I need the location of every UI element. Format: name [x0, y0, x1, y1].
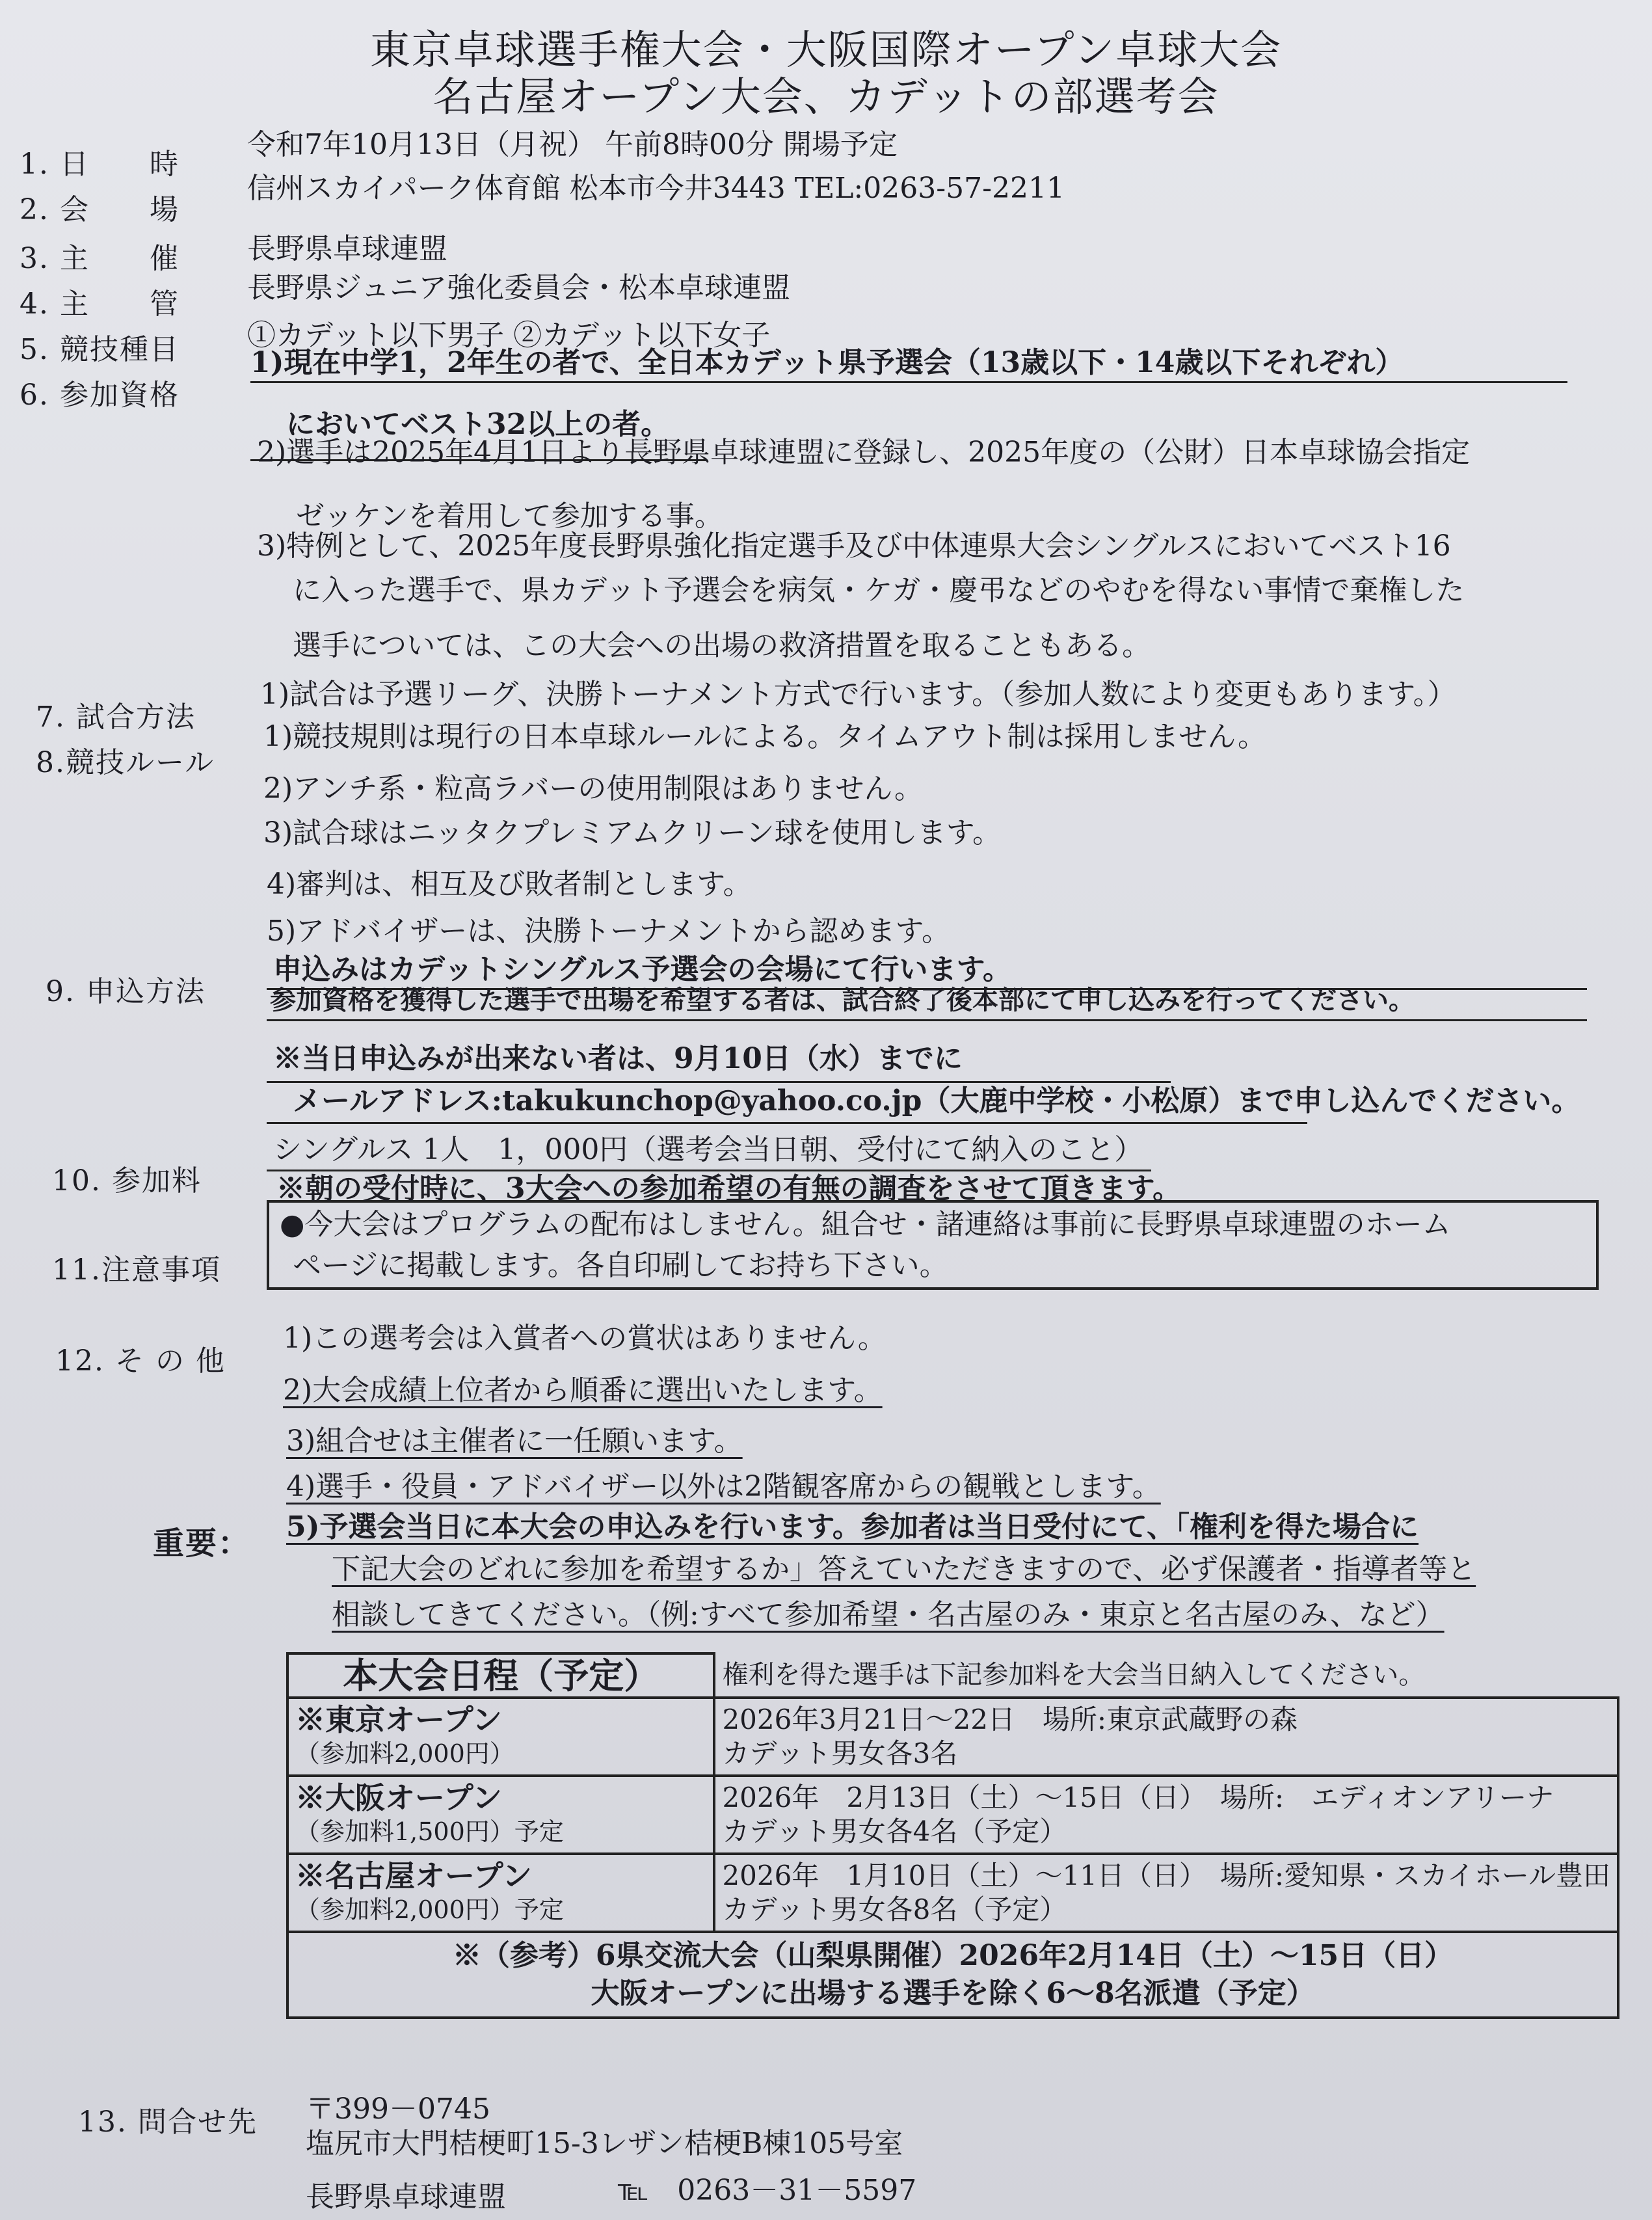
section-4-text: 長野県ジュニア強化委員会・松本卓球連盟	[247, 271, 791, 304]
section-6-line2: においてベスト32以上の者。	[286, 408, 670, 441]
section-12-line4: 4)選手・役員・アドバイザー以外は2階観客席からの観戦とします。	[286, 1470, 1161, 1503]
section-6-line5: 3)特例として、2025年度長野県強化指定選手及び中体連県大会シングルスにおいてベスト16	[257, 529, 1451, 563]
section-9-line2: 参加資格を獲得した選手で出場を希望する者は、試合終了後本部にて申し込みを行ってください。	[270, 985, 1415, 1015]
event-cell	[287, 1776, 714, 1854]
reference-line2: 大阪オープンに出場する選手を除く6～8名派遣（予定）	[591, 1977, 1315, 2010]
section-8-line2: 2)アンチ系・粒高ラバーの使用制限はありません。	[263, 772, 924, 805]
document-title-line1: 東京卓球選手権大会・大阪国際オープン卓球大会	[369, 26, 1283, 74]
section-6-line4: ゼッケンを着用して参加する事。	[296, 500, 723, 533]
contact-address: 塩尻市大門桔梗町15-3レザン桔梗B棟105号室	[306, 2127, 903, 2160]
event-detail	[714, 1698, 1618, 1776]
section-11-line3: ページに掲載します。各自印刷してお持ち下さい。	[293, 1249, 948, 1282]
section-6-line1: 1)現在中学1，2年生の者で、全日本カデット県予選会（13歳以下・14歳以下それぞれ）	[250, 346, 1404, 379]
event-name: ※東京オープン	[295, 1702, 502, 1737]
section-9-label: 9. 申込方法	[46, 975, 206, 1008]
section-9-line3: ※当日申込みが出来ない者は、9月10日（水）までに	[273, 1042, 963, 1075]
event-quota: カデット男女各3名	[722, 1737, 958, 1769]
important-label: 重要：	[153, 1525, 251, 1562]
section-4-label: 4. 主 管	[20, 288, 180, 321]
underline	[250, 381, 1567, 383]
section-10-label: 10. 参加料	[52, 1164, 202, 1197]
reference-line1: ※（参考）6県交流大会（山梨県開催）2026年2月14日（土）～15日（日）	[452, 1939, 1454, 1972]
section-6-line7: 選手については、この大会への出場の救済措置を取ることもある。	[293, 629, 1151, 662]
schedule-note: 権利を得た選手は下記参加料を大会当日納入してください。	[714, 1653, 1618, 1698]
event-cell	[287, 1854, 714, 1932]
section-8-line1: 1)競技規則は現行の日本卓球ルールによる。タイムアウト制は採用しません。	[263, 720, 1267, 753]
section-5-text: ①カデット以下男子 ②カデット以下女子	[247, 319, 771, 352]
section-2-text: 信州スカイパーク体育館 松本市今井3443 TEL:0263-57-2211	[247, 172, 1065, 205]
section-11-label: 11.注意事項	[52, 1253, 221, 1287]
event-detail	[714, 1854, 1618, 1932]
section-8-line4: 4)審判は、相互及び敗者制とします。	[267, 868, 752, 901]
event-cell	[287, 1698, 714, 1776]
section-12-line1: 1)この選考会は入賞者への賞状はありません。	[283, 1322, 886, 1355]
schedule-row-reference	[287, 1932, 1618, 2018]
section-12-line2: 2)大会成績上位者から順番に選出いたします。	[283, 1374, 883, 1407]
event-quota: カデット男女各4名（予定）	[722, 1815, 1067, 1847]
section-9-line1: 申込みはカデットシングルス予選会の会場にて行います。	[273, 953, 1011, 986]
contact-tel: ℡ 0263－31－5597	[618, 2174, 917, 2207]
event-quota: カデット男女各8名（予定）	[722, 1893, 1067, 1925]
section-8-line5: 5)アドバイザーは、決勝トーナメントから認めます。	[267, 915, 950, 948]
event-fee: （参加料1,500円）予定	[295, 1817, 564, 1846]
schedule-table	[286, 1652, 1619, 2019]
schedule-header: 本大会日程（予定）	[287, 1653, 714, 1698]
section-3-text: 長野県卓球連盟	[247, 232, 447, 265]
schedule-row-osaka	[287, 1776, 1618, 1854]
section-8-line3: 3)試合球はニッタクプレミアムクリーン球を使用します。	[263, 816, 1002, 849]
event-date-venue: 2026年 1月10日（土）～11日（日） 場所:愛知県・スカイホール豊田	[722, 1860, 1610, 1892]
section-10-text: シングルス 1人 1，000円（選考会当日朝、受付にて納入のこと）	[273, 1133, 1143, 1166]
section-8-label: 8.競技ルール	[36, 746, 215, 779]
contact-org: 長野県卓球連盟	[306, 2180, 506, 2213]
section-13-label: 13. 問合せ先	[78, 2106, 258, 2139]
section-6-label: 6. 参加資格	[20, 379, 180, 412]
section-12-label: 12. そ の 他	[55, 1344, 226, 1378]
section-12-line7: 相談してきてください。（例:すべて参加希望・名古屋のみ・東京と名古屋のみ、など）	[332, 1598, 1445, 1631]
section-12-line3: 3)組合せは主催者に一任願います。	[286, 1424, 743, 1458]
section-3-label: 3. 主 催	[20, 242, 180, 275]
event-fee: （参加料2,000円）	[295, 1739, 514, 1768]
section-7-text: 1)試合は予選リーグ、決勝トーナメント方式で行います。（参加人数により変更もあります。）	[260, 678, 1456, 711]
contact-postal: 〒399－0745	[306, 2093, 490, 2126]
document-title-line2: 名古屋オープン大会、カデットの部選考会	[433, 73, 1219, 120]
section-12-line5: 5)予選会当日に本大会の申込みを行います。参加者は当日受付にて、「権利を得た場合に	[286, 1510, 1419, 1544]
reference-cell	[287, 1932, 1618, 2018]
event-date-venue: 2026年3月21日～22日 場所:東京武蔵野の森	[722, 1704, 1298, 1735]
section-11-line1: ※朝の受付時に、3大会への参加希望の有無の調査をさせて頂きます。	[276, 1172, 1182, 1205]
event-fee: （参加料2,000円）予定	[295, 1895, 564, 1924]
section-7-label: 7. 試合方法	[36, 701, 196, 734]
schedule-row-tokyo	[287, 1698, 1618, 1776]
section-5-label: 5. 競技種目	[20, 333, 180, 366]
schedule-row-nagoya	[287, 1854, 1618, 1932]
underline	[267, 1019, 1587, 1021]
section-1-text: 令和7年10月13日（月祝） 午前8時00分 開場予定	[247, 128, 898, 161]
section-6-line6: に入った選手で、県カデット予選会を病気・ケガ・慶弔などのやむを得ない事情で棄権した	[293, 574, 1465, 607]
event-name: ※大阪オープン	[295, 1780, 502, 1815]
section-2-label: 2. 会 場	[20, 193, 180, 226]
section-9-line4: メールアドレス:takukunchop@yahoo.co.jp（大鹿中学校・小松原）まで申し込んでください。	[293, 1084, 1580, 1117]
underline	[267, 1122, 1307, 1124]
section-6-line3: 2)選手は2025年4月1日より長野県卓球連盟に登録し、2025年度の（公財）日本卓球協会指定	[257, 436, 1471, 469]
event-date-venue: 2026年 2月13日（土）～15日（日） 場所: エディオンアリーナ	[722, 1782, 1554, 1813]
section-11-line2: ●今大会はプログラムの配布はしません。組合せ・諸連絡は事前に長野県卓球連盟のホーム	[280, 1208, 1451, 1241]
section-1-label: 1. 日 時	[20, 148, 180, 181]
event-name: ※名古屋オープン	[295, 1858, 532, 1893]
event-detail	[714, 1776, 1618, 1854]
section-12-line6: 下記大会のどれに参加を希望するか」答えていただきますので、必ず保護者・指導者等と	[332, 1553, 1476, 1586]
